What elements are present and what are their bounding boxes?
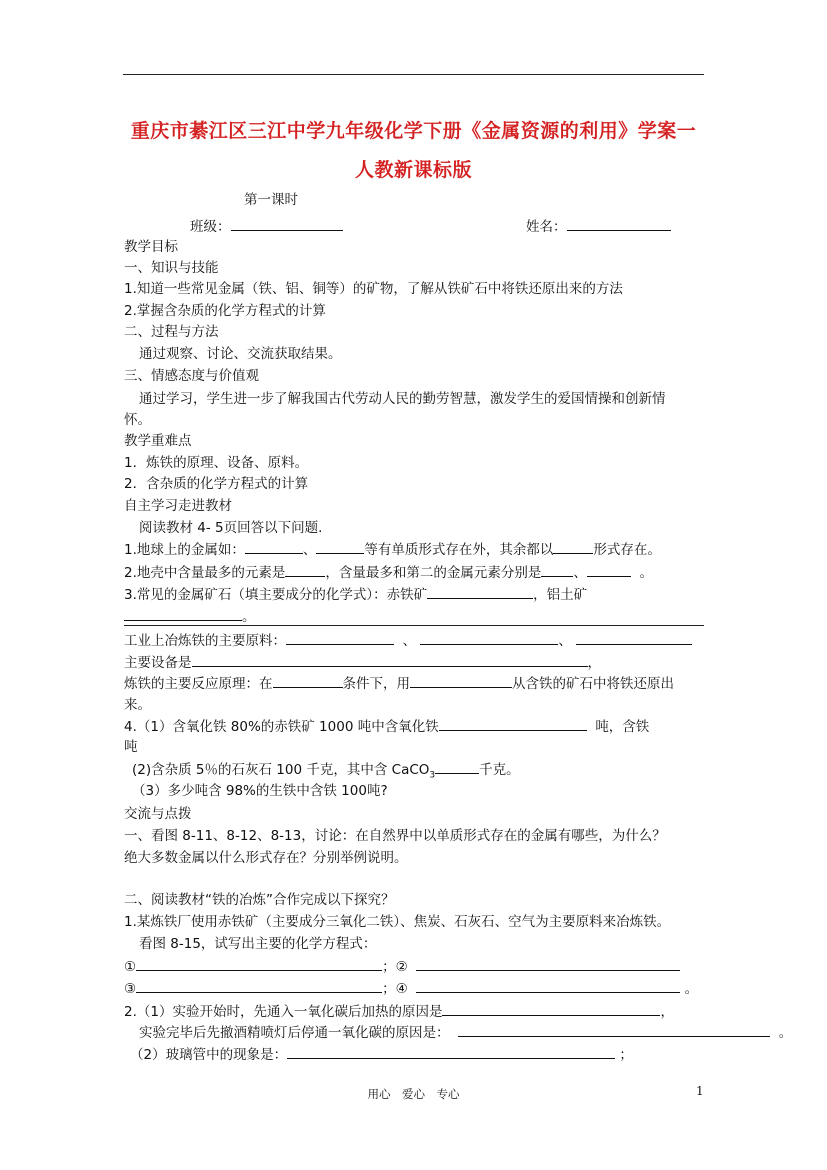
- q2-end: 。: [639, 565, 653, 581]
- equation-blank[interactable]: [416, 978, 680, 993]
- question-line: [124, 630, 692, 651]
- sep: 、: [402, 633, 417, 649]
- q4-2-text: 千克。: [479, 762, 520, 778]
- answer-blank[interactable]: [458, 1022, 770, 1037]
- answer-blank[interactable]: [273, 673, 343, 688]
- section-heading: 交流与点拨: [124, 806, 192, 822]
- equipment-text: 主要设备是: [124, 655, 192, 671]
- end: 。: [778, 1025, 793, 1041]
- class-field: [190, 216, 343, 237]
- q3-text: ，铝土矿: [533, 587, 588, 603]
- answer-blank[interactable]: [245, 539, 303, 554]
- page-number: 1: [696, 1084, 704, 1098]
- question-line: [124, 673, 674, 694]
- section-heading: 教学重难点: [124, 433, 192, 449]
- text-line: 1.某炼铁厂使用赤铁矿（主要成分三氧化二铁）、焦炭、石灰石、空气为主要原料来冶炼铁。: [124, 914, 671, 930]
- text-line: （3）多少吨含 98%的生铁中含铁 100吨?: [132, 783, 388, 799]
- text-line: 一、看图 8-11、8-12、8-13，讨论：在自然界中以单质形式存在的金属有哪些，为什么？: [124, 828, 666, 844]
- text-line: 1．炼铁的原理、设备、原料。: [124, 455, 309, 471]
- question-line: [124, 1001, 674, 1022]
- sep: ；: [619, 1047, 633, 1063]
- answer-blank[interactable]: [124, 606, 242, 621]
- section-heading: 自主学习走进教材: [124, 498, 232, 514]
- answer-blank[interactable]: [553, 539, 593, 554]
- question-line: [124, 539, 661, 560]
- marker: ①: [124, 959, 137, 975]
- q1-text: 形式存在。: [593, 542, 661, 558]
- text-line: 阅读教材 4- 5页回答以下问题.: [139, 520, 323, 536]
- q2-1-text: 2.（1）实验开始时，先通入一氧化碳后加热的原因是: [124, 1004, 443, 1020]
- q2-sep: 、: [573, 565, 587, 581]
- equation-blank[interactable]: [136, 956, 382, 971]
- question-line: [139, 1022, 792, 1043]
- text-line: 来。: [124, 697, 151, 713]
- question-line: [124, 606, 256, 627]
- page-title-line2: 人教新课标版: [354, 159, 472, 181]
- text-line: 怀。: [124, 412, 151, 428]
- answer-blank[interactable]: [576, 630, 692, 645]
- section-divider: [124, 625, 704, 626]
- text-line: 2．含杂质的化学方程式的计算: [124, 476, 309, 492]
- principle-text: 条件下，用: [342, 676, 410, 692]
- subsection-heading: 三、情感态度与价值观: [124, 368, 259, 384]
- equation-blank[interactable]: [136, 978, 382, 993]
- sep: 、: [558, 633, 572, 649]
- answer-blank[interactable]: [192, 652, 588, 667]
- question-line: [124, 562, 653, 583]
- question-line: [130, 1044, 633, 1065]
- equation-line: [124, 956, 680, 977]
- answer-blank[interactable]: [427, 584, 533, 599]
- name-blank[interactable]: [567, 216, 671, 231]
- question-line: [124, 584, 587, 605]
- q2-text: ，含量最多和第二的金属元素分别是: [325, 565, 542, 581]
- end: 。: [684, 981, 699, 997]
- marker: ；②: [382, 959, 408, 975]
- text-line: 看图 8-15，试写出主要的化学方程式：: [139, 936, 377, 952]
- text-line: 通过观察、讨论、交流获取结果。: [139, 346, 342, 362]
- page-footer: 用心 爱心 专心: [367, 1087, 460, 1101]
- raw-materials-text: 工业上冶炼铁的主要原料：: [124, 633, 286, 649]
- class-label: 班级：: [190, 219, 231, 235]
- answer-blank[interactable]: [410, 673, 512, 688]
- answer-blank[interactable]: [285, 562, 325, 577]
- question-line: [124, 652, 601, 673]
- answer-blank[interactable]: [442, 1001, 660, 1016]
- q2-2-text: （2）玻璃管中的现象是：: [130, 1047, 288, 1063]
- answer-blank[interactable]: [541, 562, 573, 577]
- subscript: 3: [429, 770, 436, 781]
- name-label: 姓名：: [526, 219, 567, 235]
- marker: ；④: [382, 981, 408, 997]
- q3-end: 。: [242, 609, 256, 625]
- text-line: 吨: [124, 739, 138, 755]
- subsection-heading: 二、阅读教材“铁的冶炼”合作完成以下探究？: [124, 892, 395, 908]
- subsection-heading: 二、过程与方法: [124, 324, 219, 340]
- answer-blank[interactable]: [420, 630, 558, 645]
- sep: ，: [660, 1004, 674, 1020]
- answer-blank[interactable]: [435, 759, 479, 774]
- sep: ，: [587, 655, 601, 671]
- class-blank[interactable]: [231, 216, 343, 231]
- page-title-line1: 重庆市綦江区三江中学九年级化学下册《金属资源的利用》学案一: [130, 120, 697, 142]
- text-line: 绝大多数金属以什么形式存在？分别举例说明。: [124, 850, 408, 866]
- subsection-heading: 一、知识与技能: [124, 260, 219, 276]
- answer-blank[interactable]: [439, 716, 587, 731]
- equation-line: [124, 978, 698, 999]
- q2-text: 2.地壳中含量最多的元素是: [124, 565, 286, 581]
- section-heading: 教学目标: [124, 239, 178, 255]
- equation-blank[interactable]: [416, 956, 680, 971]
- header-rule: [123, 74, 704, 75]
- answer-blank[interactable]: [316, 539, 364, 554]
- answer-blank[interactable]: [587, 562, 631, 577]
- q1-text: 等有单质形式存在外，其余都以: [364, 542, 554, 558]
- marker: ③: [124, 981, 137, 997]
- lesson-label: 第一课时: [244, 192, 298, 208]
- text-line: 通过学习，学生进一步了解我国古代劳动人民的勤劳智慧，激发学生的爱国情操和创新情: [139, 391, 666, 407]
- principle-text: 从含铁的矿石中将铁还原出: [512, 676, 674, 692]
- answer-blank[interactable]: [287, 1044, 615, 1059]
- name-field: [526, 216, 671, 237]
- principle-text: 炼铁的主要反应原理：在: [124, 676, 273, 692]
- q2-1-text: 实验完毕后先撤酒精喷灯后停通一氧化碳的原因是：: [139, 1025, 450, 1041]
- q1-sep: 、: [302, 542, 317, 558]
- question-line: [124, 716, 649, 737]
- text-line: 2.掌握含杂质的化学方程式的计算: [124, 303, 326, 319]
- q4-text: 4.（1）含氧化铁 80%的赤铁矿 1000 吨中含氧化铁: [124, 719, 439, 735]
- q4-2-text: (2)含杂质 5％的石灰石 100 千克，其中含 CaCO: [132, 762, 430, 778]
- q1-text: 1.地球上的金属如：: [124, 542, 245, 558]
- q3-text: 3.常见的金属矿石（填主要成分的化学式）：赤铁矿: [124, 587, 428, 603]
- text-line: 1.知道一些常见金属（铁、铝、铜等）的矿物，了解从铁矿石中将铁还原出来的方法: [124, 281, 623, 297]
- answer-blank[interactable]: [286, 630, 394, 645]
- q4-text: 吨，含铁: [595, 719, 650, 735]
